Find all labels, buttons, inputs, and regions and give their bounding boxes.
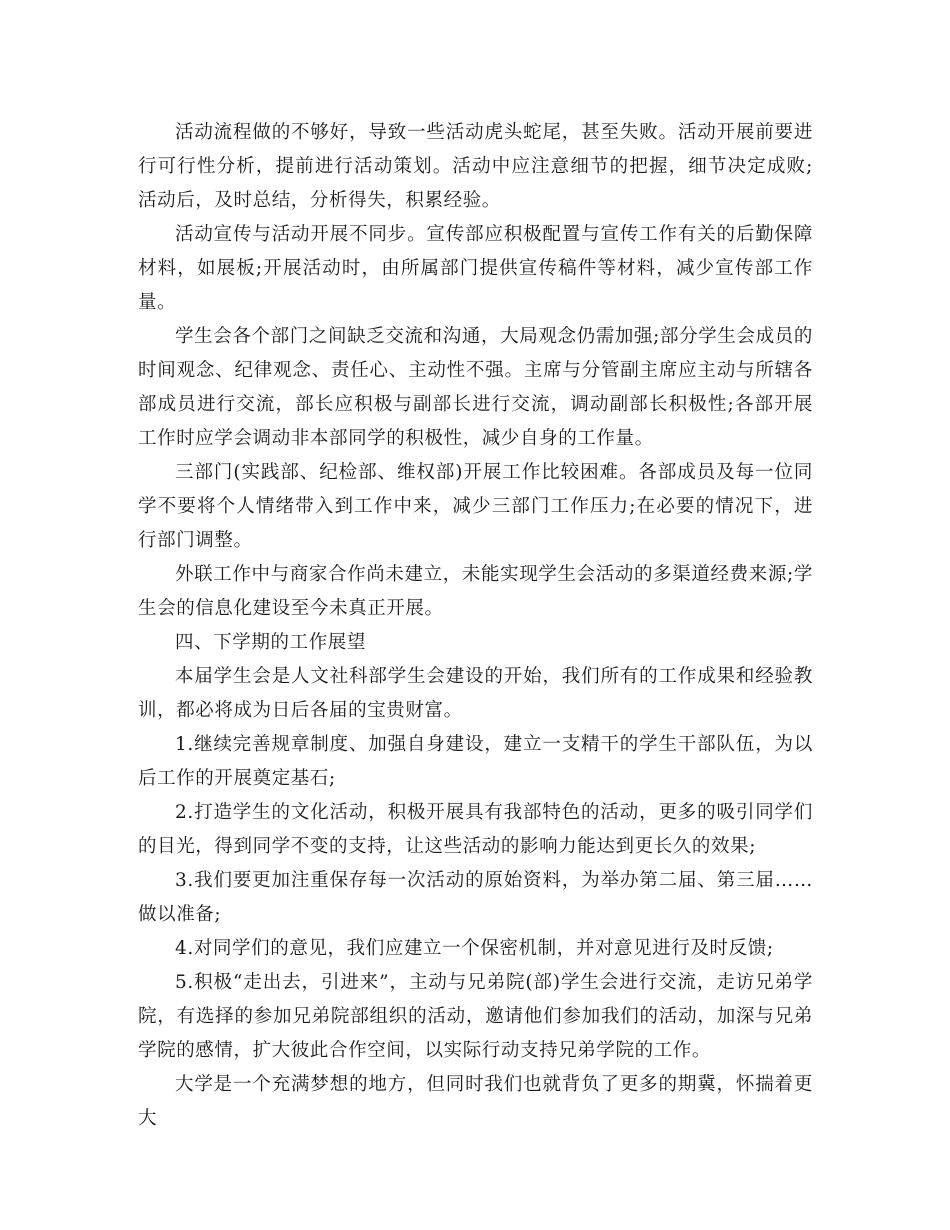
paragraph-closing: 大学是一个充满梦想的地方，但同时我们也就背负了更多的期冀，怀揣着更大: [138, 1074, 813, 1129]
paragraph-activity-process: 活动流程做的不够好，导致一些活动虎头蛇尾，甚至失败。活动开展前要进行可行性分析，提前进行活动策划。活动中应注意细节的把握，细节决定成败;活动后，及时总结，分析得失，积累经验。: [138, 122, 813, 211]
list-item-5: 5.积极“走出去，引进来”，主动与兄弟院(部)学生会进行交流，走访兄弟学院，有选择的参加兄弟院部组织的活动，邀请他们参加我们的活动，加深与兄弟学院的感情，扩大彼此合作空间，以实际行动支持兄弟学院的工作。: [138, 972, 813, 1061]
paragraph-communication: 学生会各个部门之间缺乏交流和沟通，大局观念仍需加强;部分学生会成员的时间观念、纪律观念、责任心、主动性不强。主席与分管副主席应主动与所辖各部成员进行交流，部长应积极与副部长进行交流，调动副部长积极性;各部开展工作时应学会调动非本部同学的积极性，减少自身的工作量。: [138, 326, 813, 449]
paragraph-external-relations: 外联工作中与商家合作尚未建立，未能实现学生会活动的多渠道经费来源;学生会的信息化建设至今未真正开展。: [138, 564, 813, 619]
paragraph-three-departments: 三部门(实践部、纪检部、维权部)开展工作比较困难。各部成员及每一位同学不要将个人情绪带入到工作中来，减少三部门工作压力;在必要的情况下，进行部门调整。: [138, 462, 813, 551]
section-heading-outlook: 四、下学期的工作展望: [175, 632, 367, 653]
list-item-2: 2.打造学生的文化活动，积极开展具有我部特色的活动，更多的吸引同学们的目光，得到同学不变的支持，让这些活动的影响力能达到更长久的效果;: [138, 802, 813, 857]
paragraph-publicity: 活动宣传与活动开展不同步。宣传部应积极配置与宣传工作有关的后勤保障材料，如展板;开展活动时，由所属部门提供宣传稿件等材料，减少宣传部工作量。: [138, 224, 813, 313]
list-item-4: 4.对同学们的意见，我们应建立一个保密机制，并对意见进行及时反馈;: [175, 938, 774, 959]
paragraph-current-union: 本届学生会是人文社科部学生会建设的开始，我们所有的工作成果和经验教训，都必将成为日后各届的宝贵财富。: [138, 666, 813, 721]
document-body: [138, 116, 813, 1136]
list-item-1: 1.继续完善规章制度、加强自身建设，建立一支精干的学生干部队伍，为以后工作的开展奠定基石;: [138, 734, 813, 789]
list-item-3: 3.我们要更加注重保存每一次活动的原始资料，为举办第二届、第三届……做以准备;: [138, 870, 813, 925]
